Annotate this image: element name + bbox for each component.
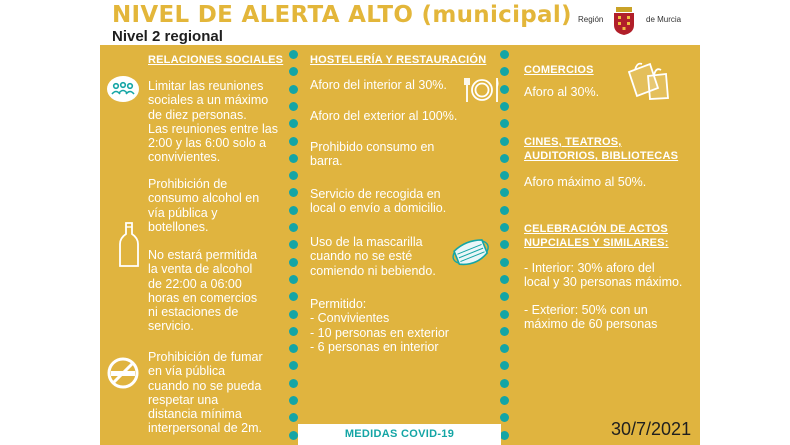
divider-dot [289, 85, 298, 94]
publication-date: 30/7/2021 [611, 419, 692, 439]
divider-dot [289, 206, 298, 215]
divider-dot [289, 102, 298, 111]
divider-dot [500, 292, 509, 301]
no-smoking-icon [105, 357, 141, 389]
divider-dot [289, 396, 298, 405]
divider-dot [289, 171, 298, 180]
divider-dot [500, 361, 509, 370]
divider-dot [500, 396, 509, 405]
social-paragraph-4: Prohibición de fumar en vía pública cuando no se pueda respetar una distancia mínima interpersonal de 2m. [148, 350, 263, 436]
divider-dot [500, 85, 509, 94]
divider-dot [500, 206, 509, 215]
divider-dot [289, 50, 298, 59]
divider-dot [500, 50, 509, 59]
divider-dot [500, 240, 509, 249]
divider-dot [500, 275, 509, 284]
divider-dot [289, 188, 298, 197]
plate-cutlery-icon [463, 75, 501, 105]
hosteleria-paragraph-3: Prohibido consumo en barra. [310, 140, 435, 169]
shopping-bags-icon [626, 58, 670, 100]
footer-label: MEDIDAS COVID-19 [344, 428, 455, 440]
divider-dot [289, 223, 298, 232]
social-paragraph-3: No estará permitida la venta de alcohol de 22:00 a 06:00 horas en comercios ni estaciones de servicio. [148, 248, 258, 334]
hosteleria-paragraph-6: Permitido: - Convivientes - 10 personas en exterior - 6 personas en interior [310, 297, 449, 354]
logo-text-left: Región [578, 15, 604, 24]
divider-dot [289, 310, 298, 319]
divider-dot [289, 119, 298, 128]
coat-of-arms-icon [611, 6, 637, 36]
page-title: NIVEL DE ALERTA ALTO (municipal) [112, 2, 572, 28]
divider-dot [500, 310, 509, 319]
divider-dot [289, 67, 298, 76]
bottle-icon [118, 222, 140, 268]
people-icon [106, 75, 140, 103]
celebracion-paragraph-1: - Interior: 30% aforo del local y 30 personas máximo. [524, 261, 683, 290]
footer-label-box [298, 424, 501, 445]
heading-cines: CINES, TEATROS, AUDITORIOS, BIBLIOTECAS [524, 136, 679, 163]
column-divider-right [500, 48, 510, 445]
social-paragraph-2: Prohibición de consumo alcohol en vía pública y botellones. [148, 177, 260, 234]
divider-dot [289, 275, 298, 284]
divider-dot [500, 258, 509, 267]
divider-dot [289, 327, 298, 336]
divider-dot [500, 188, 509, 197]
divider-dot [500, 327, 509, 336]
divider-dot [289, 292, 298, 301]
hosteleria-paragraph-1: Aforo del interior al 30%. [310, 78, 447, 92]
divider-dot [500, 413, 509, 422]
comercios-text: Aforo al 30%. [524, 85, 600, 99]
hosteleria-paragraph-5: Uso de la mascarilla cuando no se esté comiendo ni bebiendo. [310, 235, 436, 278]
divider-dot [289, 240, 298, 249]
hosteleria-paragraph-2: Aforo del exterior al 100%. [310, 109, 458, 123]
divider-dot [289, 431, 298, 440]
divider-dot [500, 344, 509, 353]
heading-celebracion: CELEBRACIÓN DE ACTOS NUPCIALES Y SIMILARES: [524, 223, 669, 250]
column-divider-left [289, 48, 299, 445]
divider-dot [500, 171, 509, 180]
mask-icon [448, 235, 494, 271]
divider-dot [500, 154, 509, 163]
divider-dot [500, 119, 509, 128]
divider-dot [500, 102, 509, 111]
divider-dot [289, 154, 298, 163]
logo-text-right: de Murcia [646, 15, 682, 24]
divider-dot [500, 379, 509, 388]
heading-hosteleria: HOSTELERÍA Y RESTAURACIÓN [310, 54, 487, 66]
divider-dot [500, 67, 509, 76]
divider-dot [289, 379, 298, 388]
divider-dot [500, 137, 509, 146]
divider-dot [289, 258, 298, 267]
divider-dot [289, 413, 298, 422]
cines-text: Aforo máximo al 50%. [524, 175, 647, 189]
divider-dot [500, 431, 509, 440]
heading-comercios: COMERCIOS [524, 64, 594, 76]
divider-dot [289, 344, 298, 353]
region-logo [578, 4, 688, 38]
divider-dot [500, 223, 509, 232]
celebracion-paragraph-2: - Exterior: 50% con un máximo de 60 personas [524, 303, 658, 332]
social-paragraph-1: Limitar las reuniones sociales a un máximo de diez personas. Las reuniones entre las 2:00 y las 6:00 solo a convivientes. [148, 79, 278, 165]
divider-dot [289, 361, 298, 370]
heading-relaciones-sociales: RELACIONES SOCIALES [148, 54, 284, 66]
divider-dot [289, 137, 298, 146]
hosteleria-paragraph-4: Servicio de recogida en local o envío a domicilio. [310, 187, 447, 216]
page-subtitle: Nivel 2 regional [112, 28, 223, 45]
